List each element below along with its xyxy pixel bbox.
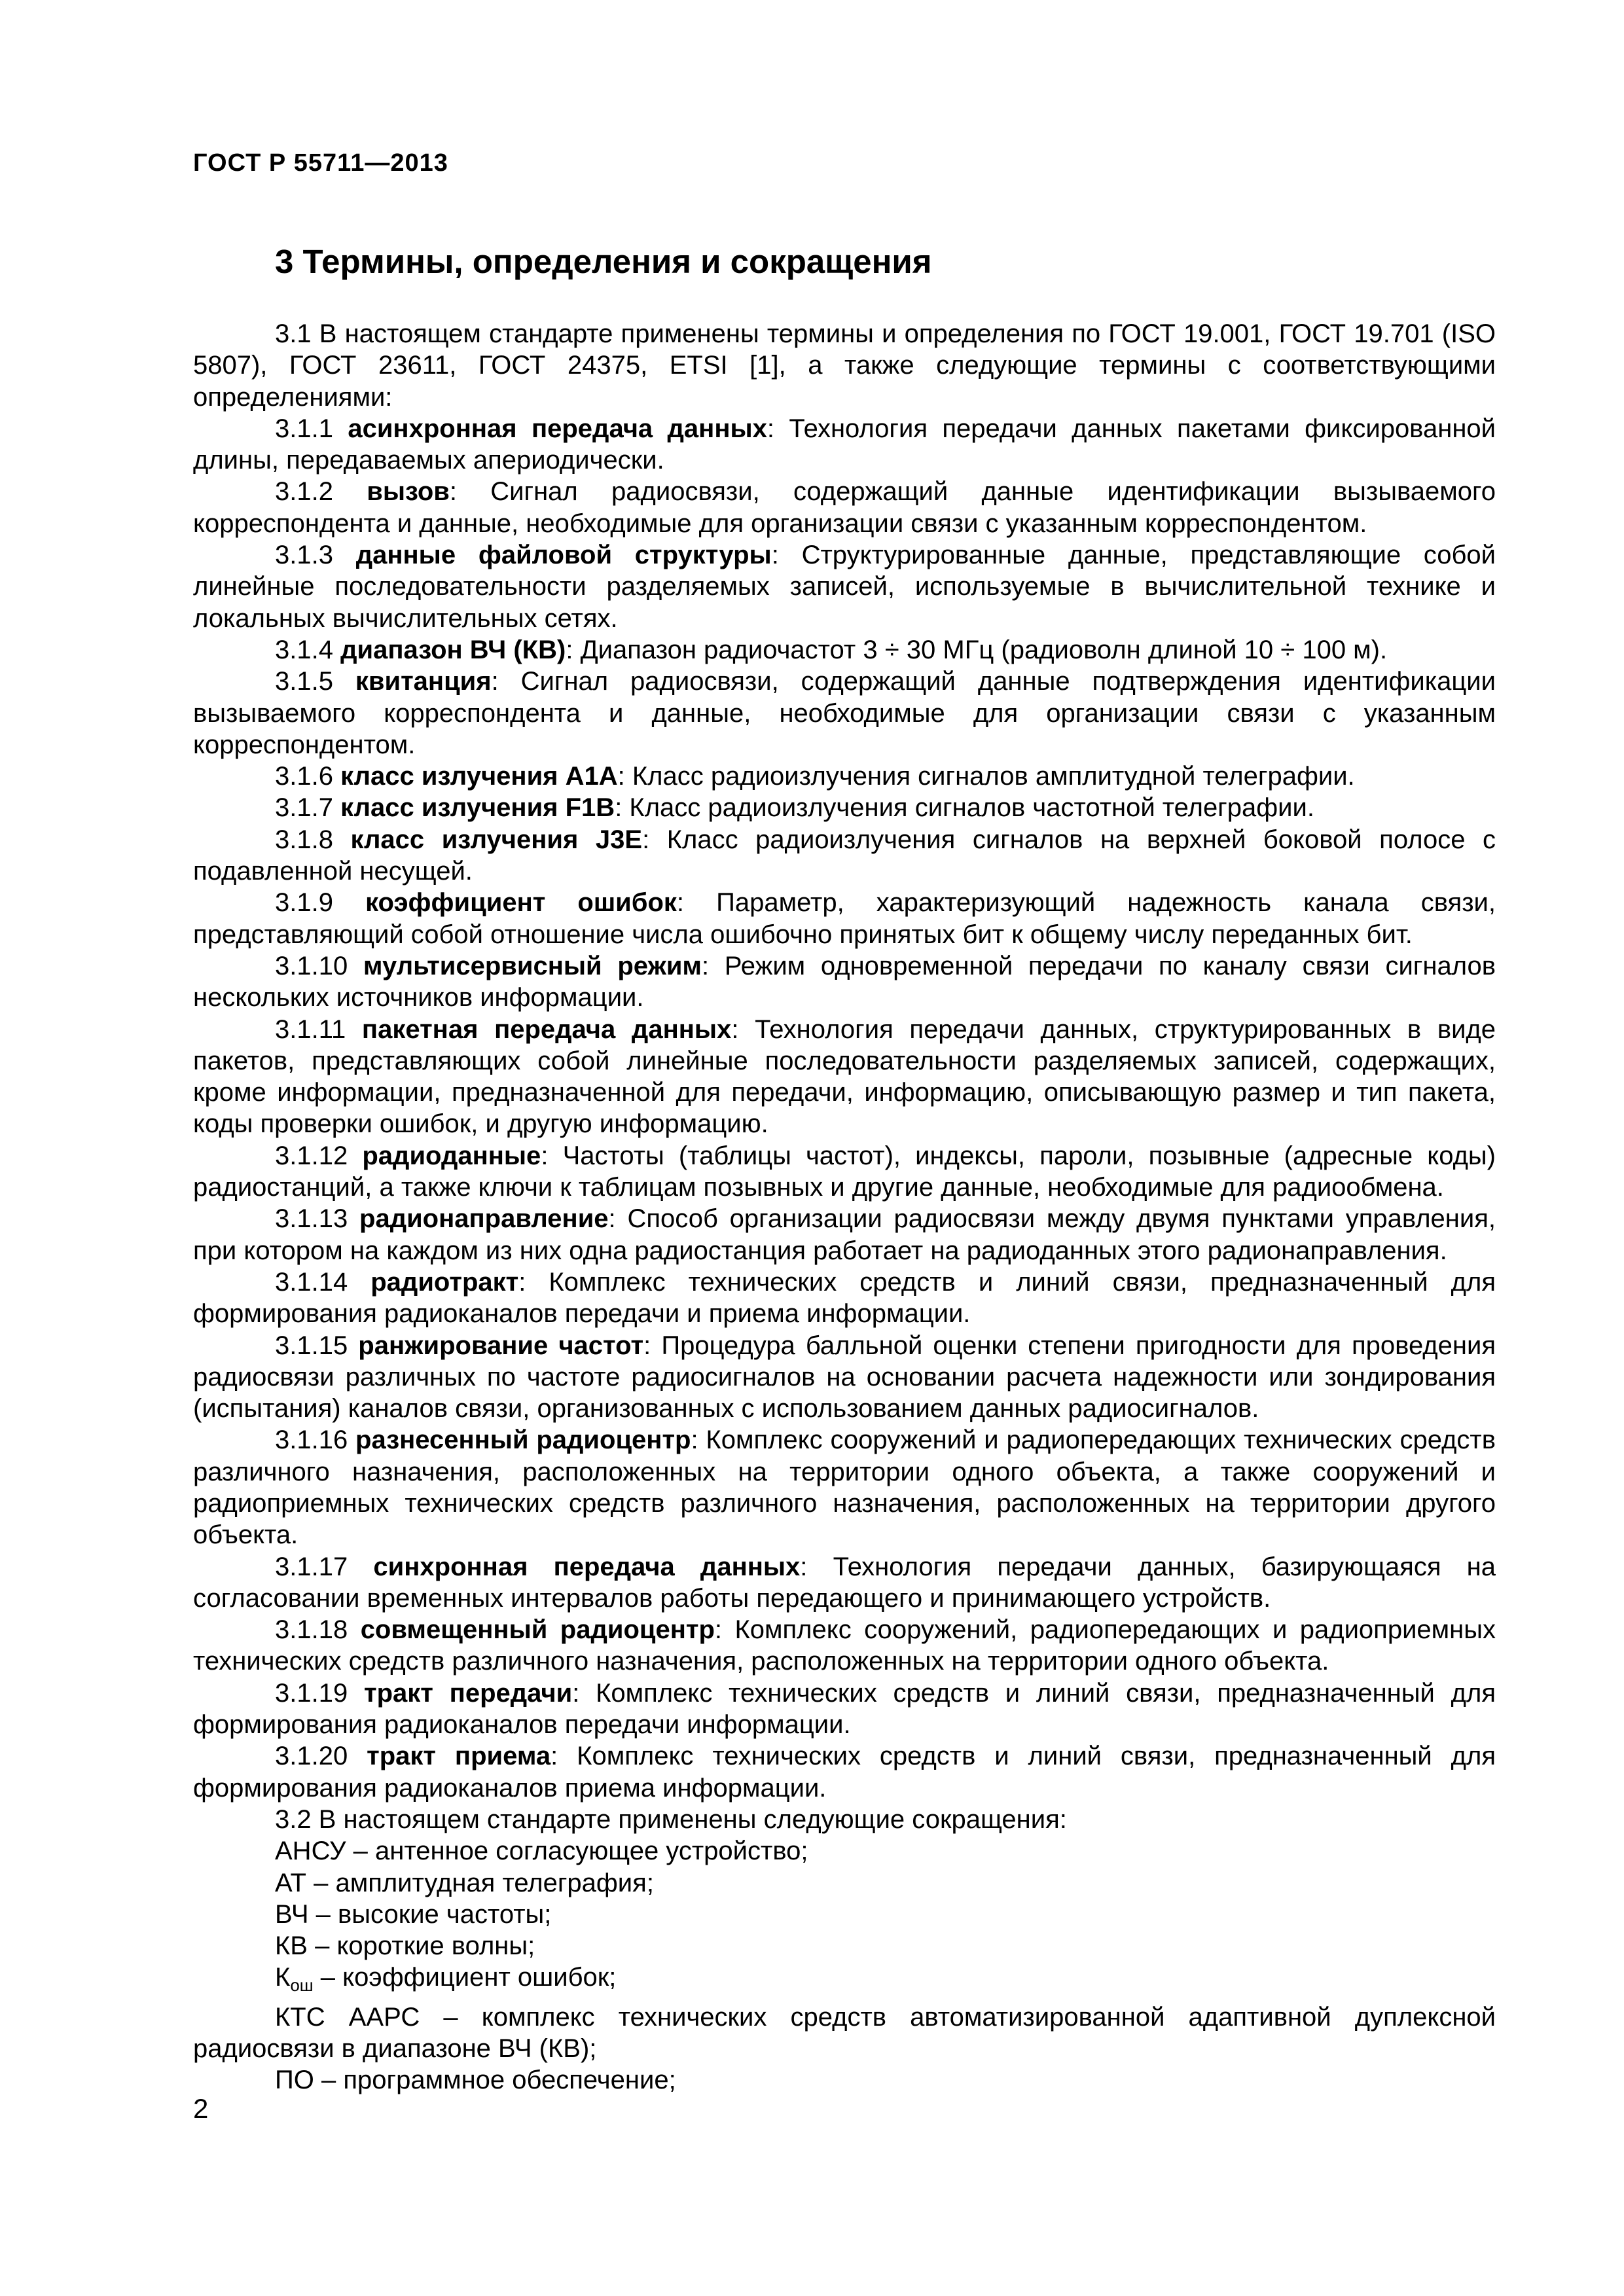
term-entry <box>193 1424 1496 1551</box>
term-name: мультисервисный режим <box>363 951 702 980</box>
term-number: 3.1.11 <box>275 1014 346 1044</box>
term-definition: : Процедура балльной оценки степени пригодности для проведения радиосвязи различных по частоте радиосигналов на основании расчета надежности или зондирования (испытания) каналов связи, организованных с использованием данных радиосигналов. <box>193 1331 1496 1424</box>
term-definition: : Параметр, характеризующий надежность канала связи, представляющий собой отношение числа ошибочно принятых бит к общему числу переданных бит. <box>193 888 1496 949</box>
term-definition: : Структурированные данные, представляющие собой линейные последовательности разделяемых записей, используемые в вычислительной технике и локальных вычислительных сетях. <box>193 541 1496 633</box>
term-number: 3.1.1 <box>275 414 333 443</box>
abbreviation-subscript: ош <box>290 1975 314 1996</box>
term-entry <box>193 887 1496 950</box>
term-entry <box>193 476 1496 539</box>
term-number: 3.1.2 <box>275 477 333 507</box>
term-name: радиотракт <box>370 1267 519 1297</box>
term-entry <box>193 1740 1496 1804</box>
term-number: 3.1.19 <box>275 1678 348 1708</box>
term-definition: : Сигнал радиосвязи, содержащий данные идентификации вызываемого корреспондента и данные, необходимые для организации связи с указанным корреспондентом. <box>193 477 1496 538</box>
term-name: коэффициент ошибок <box>365 888 677 918</box>
term-name: класс излучения J3E <box>350 825 643 854</box>
abbreviation-item: АТ – амплитудная телеграфия; <box>275 1868 654 1897</box>
term-definition: : Комплекс сооружений и радиопередающих технических средств различного назначения, расположенных на территории одного объекта, а также сооружений и радиоприемных технических средств различного назначения, расположенных на территории другого объекта. <box>193 1426 1496 1550</box>
term-entry <box>193 1551 1496 1615</box>
term-number: 3.1.6 <box>275 762 333 791</box>
term-number: 3.1.4 <box>275 635 333 664</box>
term-name: ранжирование частот <box>358 1331 644 1360</box>
term-number: 3.1.12 <box>275 1141 348 1170</box>
abbreviation-item: АНСУ – антенное согласующее устройство; <box>275 1837 808 1866</box>
term-number: 3.1.10 <box>275 951 348 980</box>
term-definition: : Сигнал радиосвязи, содержащий данные подтверждения идентификации вызываемого корреспондента и данные, необходимые для организации связи с указанным корреспондентом. <box>193 667 1496 759</box>
term-entry <box>193 824 1496 888</box>
abbreviations-intro: 3.2 В настоящем стандарте применены следующие сокращения: <box>275 1804 1067 1834</box>
term-entry <box>193 1203 1496 1266</box>
term-entry <box>193 666 1496 761</box>
term-name: класс излучения А1А <box>340 762 618 791</box>
term-entry <box>193 1266 1496 1330</box>
document-body <box>193 318 1496 2096</box>
term-name: радиоданные <box>362 1141 541 1170</box>
term-entry <box>193 1014 1496 1140</box>
abbreviation-item: ВЧ – высокие частоты; <box>275 1899 552 1929</box>
term-definition: : Диапазон радиочастот 3 ÷ 30 МГц (радиоволн длиной 10 ÷ 100 м). <box>566 635 1388 664</box>
term-definition: : Технология передачи данных, базирующаяся на согласовании временных интервалов работы передающего и принимающего устройств. <box>193 1552 1496 1613</box>
abbreviation-symbol: К <box>275 1963 291 1992</box>
term-definition: : Комплекс технических средств и линий связи, предназначенный для формирования радиоканалов приема информации. <box>193 1742 1496 1803</box>
term-name: данные файловой структуры <box>355 541 772 570</box>
page-number: 2 <box>193 2093 209 2124</box>
term-name: диапазон ВЧ (КВ) <box>340 635 566 664</box>
term-number: 3.1.16 <box>275 1426 348 1455</box>
term-definition: : Комплекс технических средств и линий связи, предназначенный для формирования радиоканалов передачи информации. <box>193 1678 1496 1740</box>
term-number: 3.1.9 <box>275 888 333 918</box>
term-definition: : Способ организации радиосвязи между двумя пунктами управления, при котором на каждом из них одна радиостанция работает на радиоданных этого радионаправления. <box>193 1204 1496 1265</box>
document-header: ГОСТ Р 55711—2013 <box>193 149 448 177</box>
term-name: класс излучения F1B <box>340 793 615 823</box>
term-entry <box>193 634 1496 666</box>
term-entry <box>193 1330 1496 1425</box>
term-name: квитанция <box>355 667 492 696</box>
term-name: совмещенный радиоцентр <box>360 1615 715 1645</box>
term-number: 3.1.5 <box>275 667 333 696</box>
abbreviation-item: КВ – короткие волны; <box>275 1931 535 1961</box>
term-number: 3.1.3 <box>275 541 333 570</box>
term-entry <box>193 1140 1496 1204</box>
abbreviation-item: КТС ААРС – комплекс технических средств автоматизированной адаптивной дуплексной радиосвязи в диапазоне ВЧ (КВ); <box>193 2002 1496 2064</box>
intro-paragraph: 3.1 В настоящем стандарте применены термины и определения по ГОСТ 19.001, ГОСТ 19.701 (ISO 5807), ГОСТ 23611, ГОСТ 24375, ETSI [1], а также следующие термины с соответствующими определениями: <box>193 319 1496 412</box>
term-definition: : Класс радиоизлучения сигналов частотной телеграфии. <box>615 793 1314 823</box>
section-title: 3 Термины, определения и сокращения <box>275 243 932 280</box>
term-entry <box>193 950 1496 1014</box>
term-definition: : Технология передачи данных, структурированных в виде пакетов, представляющих собой линейные последовательности разделяемых записей, содержащих, кроме информации, предназначенной для передачи, информацию, описывающую размер и тип пакета, коды проверки ошибок, и другую информацию. <box>193 1014 1496 1139</box>
term-name: пакетная передача данных <box>361 1014 732 1044</box>
abbreviation-text: – коэффициент ошибок; <box>313 1963 617 1992</box>
term-name: разнесенный радиоцентр <box>355 1426 691 1455</box>
term-definition: : Комплекс сооружений, радиопередающих и радиоприемных технических средств различного назначения, расположенных на территории одного объекта. <box>193 1615 1496 1676</box>
term-number: 3.1.13 <box>275 1204 348 1234</box>
term-number: 3.1.15 <box>275 1331 348 1360</box>
term-entry <box>193 413 1496 476</box>
term-number: 3.1.20 <box>275 1742 348 1771</box>
term-entry <box>193 1677 1496 1741</box>
term-name: асинхронная передача данных <box>348 414 767 443</box>
term-number: 3.1.8 <box>275 825 333 854</box>
term-number: 3.1.7 <box>275 793 333 823</box>
term-name: вызов <box>367 477 450 507</box>
term-definition: : Комплекс технических средств и линий связи, предназначенный для формирования радиоканалов передачи и приема информации. <box>193 1267 1496 1329</box>
term-name: синхронная передача данных <box>373 1552 801 1581</box>
term-name: тракт приема <box>367 1742 551 1771</box>
term-entry <box>193 1614 1496 1677</box>
abbreviation-item: ПО – программное обеспечение; <box>275 2066 676 2095</box>
term-definition: : Класс радиоизлучения сигналов на верхней боковой полосе с подавленной несущей. <box>193 825 1496 886</box>
term-definition: : Технология передачи данных пакетами фиксированной длины, передаваемых апериодически. <box>193 414 1496 475</box>
term-entry <box>193 539 1496 634</box>
term-definition: : Частоты (таблицы частот), индексы, пароли, позывные (адресные коды) радиостанций, а также ключи к таблицам позывных и другие данные, необходимые для радиообмена. <box>193 1141 1496 1202</box>
term-name: тракт передачи <box>364 1678 573 1708</box>
term-number: 3.1.18 <box>275 1615 348 1645</box>
abbreviation-item <box>193 1962 1496 2001</box>
term-definition: : Режим одновременной передачи по каналу связи сигналов нескольких источников информации. <box>193 951 1496 1013</box>
term-number: 3.1.17 <box>275 1552 348 1581</box>
term-name: радионаправление <box>359 1204 609 1234</box>
term-number: 3.1.14 <box>275 1267 348 1297</box>
term-entry <box>193 761 1496 792</box>
term-definition: : Класс радиоизлучения сигналов амплитудной телеграфии. <box>617 762 1355 791</box>
term-entry <box>193 792 1496 823</box>
